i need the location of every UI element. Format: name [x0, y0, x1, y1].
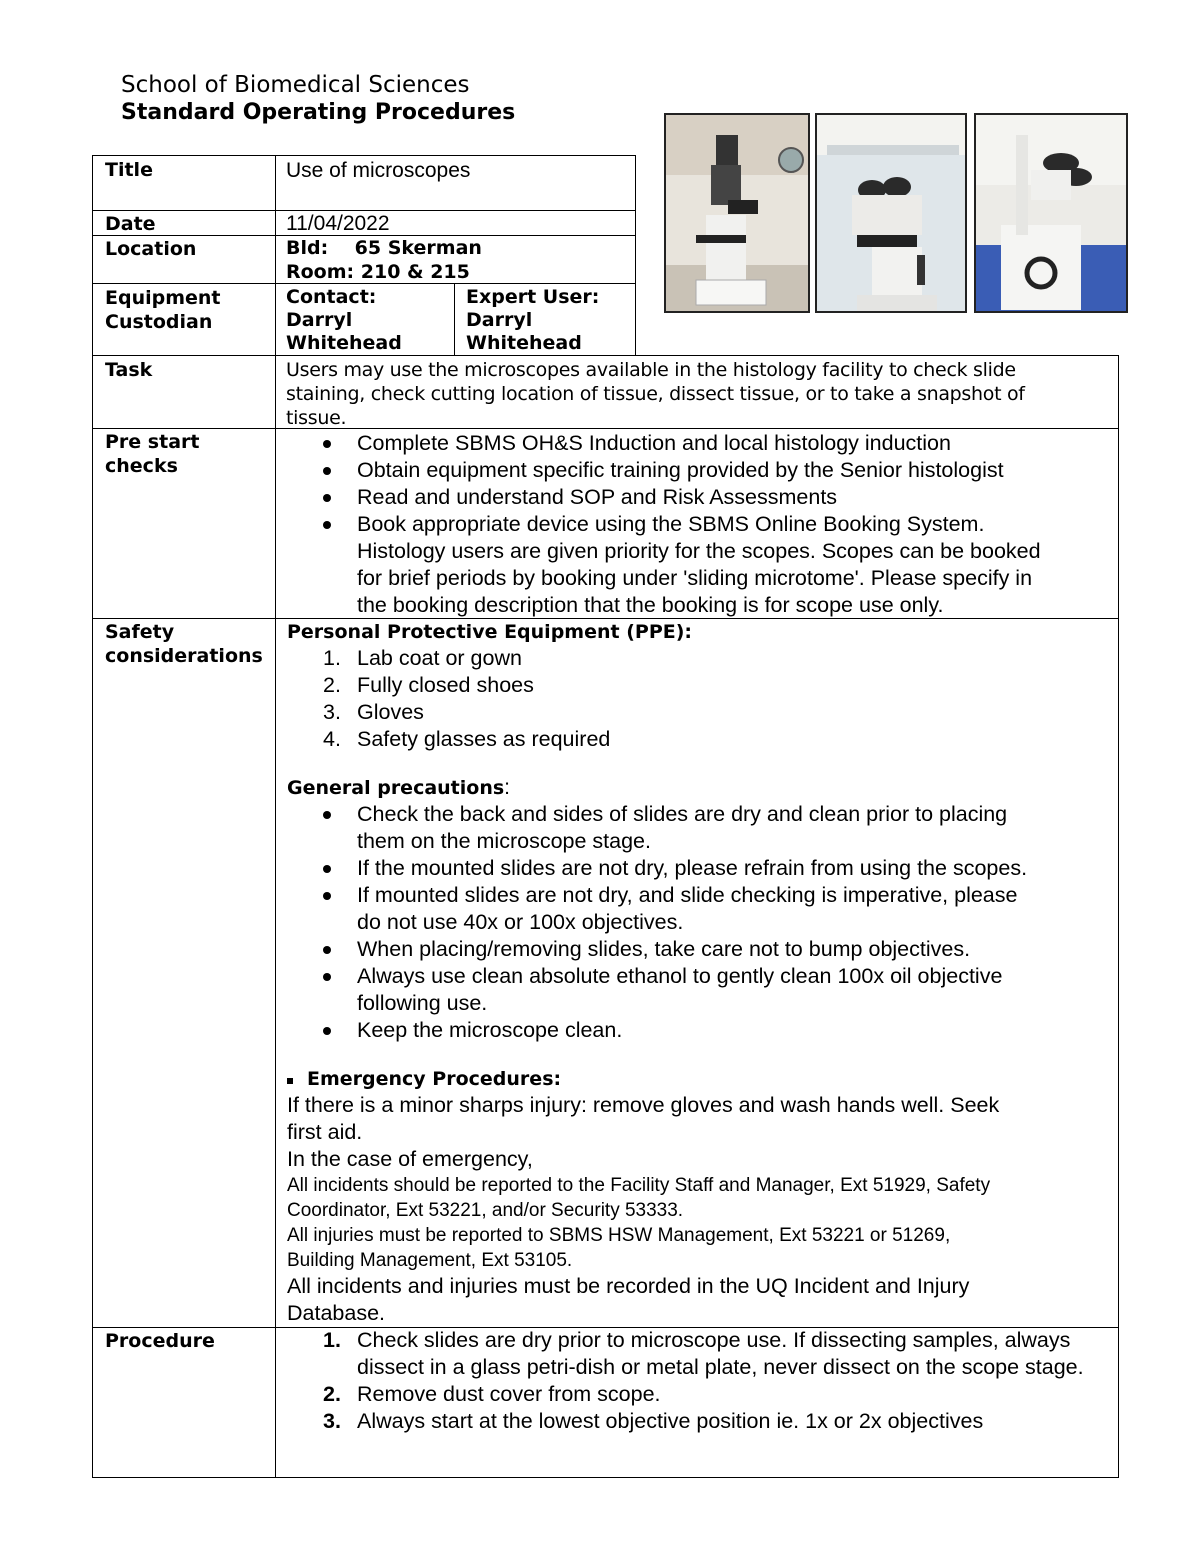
- ppe-list: [287, 645, 1117, 753]
- date-value: 11/04/2022: [286, 212, 390, 235]
- custodian-label-line: Equipment: [105, 287, 221, 309]
- contact-name: Darryl: [286, 309, 353, 331]
- contact-label: Contact:: [286, 286, 377, 308]
- prestart-continuation: [287, 538, 1117, 619]
- date-label: Date: [105, 213, 156, 235]
- table-border: [1118, 355, 1119, 1478]
- list-number: 1.: [323, 1328, 341, 1352]
- emergency-line: All incidents should be reported to the Facility Staff and Manager, Ext 51929, Safety: [287, 1175, 991, 1196]
- school-name: School of Biomedical Sciences: [121, 72, 470, 98]
- safety-content: [287, 620, 1117, 1327]
- list-text: Safety glasses as required: [357, 727, 611, 751]
- emergency-line: All injuries must be reported to SBMS HSW Management, Ext 53221 or 51269,: [287, 1225, 951, 1246]
- list-text: Remove dust cover from scope.: [357, 1382, 661, 1406]
- list-text: Always use clean absolute ethanol to gently clean 100x oil objective: [357, 964, 1003, 988]
- list-number: 3.: [323, 700, 341, 724]
- list-item: Keep the microscope clean.: [287, 1017, 1117, 1044]
- title-value: Use of microscopes: [286, 159, 471, 182]
- list-number: 3.: [323, 1409, 341, 1433]
- list-item: If the mounted slides are not dry, please refrain from using the scopes.: [287, 855, 1117, 882]
- safety-label-line: Safety: [105, 621, 175, 643]
- list-item: [287, 645, 1117, 672]
- custodian-label-line: Custodian: [105, 311, 213, 333]
- task-label: Task: [105, 359, 153, 381]
- list-item: [287, 1327, 1117, 1381]
- emergency-line: Building Management, Ext 53105.: [287, 1250, 573, 1271]
- list-text: following use.: [357, 991, 488, 1015]
- list-number: 1.: [323, 646, 341, 670]
- continuation-line: the booking description that the booking is for scope use only.: [357, 593, 944, 617]
- list-text: Check the back and sides of slides are dry and clean prior to placing: [357, 802, 1008, 826]
- list-text: do not use 40x or 100x objectives.: [357, 910, 684, 934]
- ppe-heading: Personal Protective Equipment (PPE):: [287, 621, 693, 643]
- list-text: Always start at the lowest objective position ie. 1x or 2x objectives: [357, 1409, 984, 1433]
- list-item: [287, 882, 1117, 936]
- expert-user-label: Expert User:: [466, 286, 600, 308]
- list-text: Lab coat or gown: [357, 646, 522, 670]
- emergency-heading-text: Emergency Procedures:: [307, 1068, 562, 1090]
- list-item: [287, 1408, 1117, 1435]
- microscope-photo-3: [974, 113, 1128, 313]
- square-bullet-icon: [287, 1078, 293, 1084]
- prestart-list: [287, 430, 1117, 619]
- list-item: Obtain equipment specific training provided by the Senior histologist: [287, 457, 1117, 484]
- list-item: Complete SBMS OH&S Induction and local histology induction: [287, 430, 1117, 457]
- list-text: them on the microscope stage.: [357, 829, 651, 853]
- list-item: [287, 726, 1117, 753]
- task-line: tissue.: [286, 407, 347, 429]
- task-line: staining, check cutting location of tissue, dissect tissue, or to take a snapshot of: [286, 383, 1025, 405]
- safety-label: [105, 620, 263, 668]
- general-heading-colon: :: [504, 776, 511, 799]
- continuation-line: Histology users are given priority for the scopes. Scopes can be booked: [357, 539, 1041, 563]
- table-border: [275, 155, 276, 1478]
- emergency-line: Coordinator, Ext 53221, and/or Security 53333.: [287, 1200, 684, 1221]
- list-item: [287, 963, 1117, 1017]
- list-number: 2.: [323, 673, 341, 697]
- list-text: Check slides are dry prior to microscope use. If dissecting samples, always: [357, 1328, 1071, 1352]
- custodian-label: [105, 286, 221, 334]
- expert-user-name: Whitehead: [466, 332, 582, 354]
- list-text: Gloves: [357, 700, 424, 724]
- contact-name: Whitehead: [286, 332, 402, 354]
- prestart-label-line: Pre start: [105, 431, 200, 453]
- emergency-line: first aid.: [287, 1120, 363, 1144]
- expert-user-cell: [466, 286, 599, 355]
- list-text: Fully closed shoes: [357, 673, 534, 697]
- location-room: Room: 210 & 215: [286, 261, 470, 283]
- list-item: Book appropriate device using the SBMS Online Booking System.: [287, 511, 1117, 538]
- safety-label-line: considerations: [105, 645, 263, 667]
- list-number: 4.: [323, 727, 341, 751]
- list-number: 2.: [323, 1382, 341, 1406]
- table-border: [92, 155, 636, 156]
- general-heading-text: General precautions: [287, 777, 505, 799]
- table-border: [454, 283, 455, 356]
- prestart-label-line: checks: [105, 455, 178, 477]
- emergency-heading: [287, 1067, 1117, 1091]
- procedure-list: [287, 1327, 1117, 1435]
- document-type: Standard Operating Procedures: [121, 100, 516, 125]
- procedure-label: Procedure: [105, 1330, 215, 1352]
- table-border: [92, 1477, 1119, 1478]
- table-border: [92, 355, 1119, 356]
- list-text: If mounted slides are not dry, and slide checking is imperative, please: [357, 883, 1018, 907]
- title-label: Title: [105, 159, 153, 181]
- table-border: [92, 155, 93, 1478]
- emergency-contacts: [287, 1173, 1117, 1273]
- microscope-photo-1: [664, 113, 810, 313]
- list-item: When placing/removing slides, take care not to bump objectives.: [287, 936, 1117, 963]
- general-precautions-list: [287, 801, 1117, 1044]
- list-item: [287, 672, 1117, 699]
- emergency-text: [287, 1092, 1117, 1173]
- emergency-line: If there is a minor sharps injury: remove gloves and wash hands well. Seek: [287, 1093, 1000, 1117]
- list-item: [287, 801, 1117, 855]
- emergency-line: In the case of emergency,: [287, 1147, 533, 1171]
- emergency-line: All incidents and injuries must be recorded in the UQ Incident and Injury: [287, 1274, 970, 1298]
- list-item: [287, 699, 1117, 726]
- expert-user-name: Darryl: [466, 309, 533, 331]
- list-item: Read and understand SOP and Risk Assessments: [287, 484, 1117, 511]
- contact-cell: [286, 286, 402, 355]
- table-border: [635, 155, 636, 356]
- continuation-line: for brief periods by booking under 'sliding microtome'. Please specify in: [357, 566, 1033, 590]
- location-building: Bld: 65 Skerman: [286, 237, 482, 259]
- emergency-line: Database.: [287, 1301, 386, 1325]
- list-text: dissect in a glass petri-dish or metal plate, never dissect on the scope stage.: [357, 1355, 1084, 1379]
- general-precautions-heading: [287, 775, 1117, 801]
- task-line: Users may use the microscopes available in the histology facility to check slide: [286, 359, 1016, 381]
- microscope-photo-2: [815, 113, 967, 313]
- prestart-label: [105, 430, 199, 478]
- task-text: [286, 358, 1116, 430]
- emergency-recording: [287, 1273, 1117, 1327]
- list-item: [287, 1381, 1117, 1408]
- location-label: Location: [105, 238, 197, 260]
